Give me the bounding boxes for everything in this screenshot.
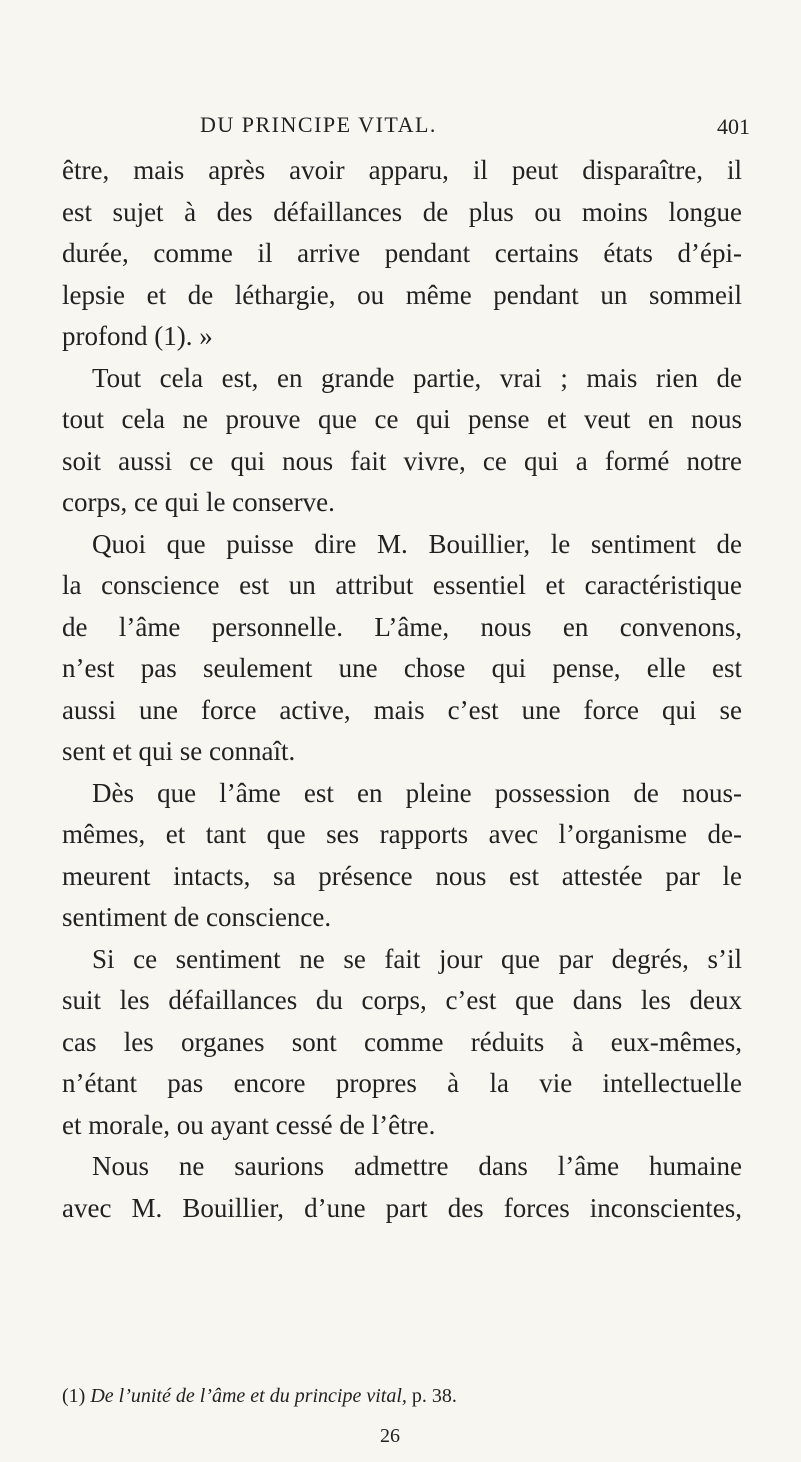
text-line: sentiment de conscience. <box>62 902 332 932</box>
footnote-title: De l’unité de l’âme et du principe vital, <box>90 1385 407 1407</box>
text-line: de l’âme personnelle. L’âme, nous en convenons, <box>62 611 742 642</box>
text-line: aussi une force active, mais c’est une force qui se <box>62 694 742 725</box>
text-line: n’est pas seulement une chose qui pense, elle est <box>62 653 742 683</box>
paragraph-first-line: Tout cela est, en grande partie, vrai ; mais rien de <box>92 362 742 393</box>
paragraph-first-line: Dès que l’âme est en pleine possession de nous- <box>92 777 742 808</box>
text-line: est sujet à des défaillances de plus ou moins longue <box>62 196 742 227</box>
footnote <box>62 1385 457 1408</box>
body-text <box>62 150 742 1229</box>
text-line: cas les organes sont comme réduits à eux-mêmes, <box>62 1026 742 1057</box>
page-number: 401 <box>717 114 750 139</box>
text-line: tout cela ne prouve que ce qui pense et veut en nous <box>62 404 742 434</box>
paragraph-first-line: Quoi que puisse dire M. Bouillier, le sentiment de <box>92 528 742 559</box>
text-line: être, mais après avoir apparu, il peut disparaître, il <box>62 155 742 185</box>
running-head: DU PRINCIPE VITAL. <box>200 112 437 137</box>
text-line: suit les défaillances du corps, c’est que dans les deux <box>62 985 742 1015</box>
text-line: avec M. Bouillier, d’une part des forces inconscientes, <box>62 1192 742 1223</box>
text-line: corps, ce qui le conserve. <box>62 487 335 517</box>
paragraph-first-line: Nous ne saurions admettre dans l’âme humaine <box>92 1151 742 1181</box>
text-line: durée, comme il arrive pendant certains états d’épi- <box>62 238 742 268</box>
footnote-marker: (1) <box>62 1385 86 1407</box>
text-line: mêmes, et tant que ses rapports avec l’organisme de- <box>62 819 742 849</box>
text-line: et morale, ou ayant cessé de l’être. <box>62 1109 436 1140</box>
text-line: n’étant pas encore propres à la vie intellectuelle <box>62 1068 742 1098</box>
text-line: la conscience est un attribut essentiel et caractéristique <box>62 570 742 600</box>
paragraph-first-line: Si ce sentiment ne se fait jour que par degrés, s’il <box>92 943 742 974</box>
printer-signature: 26 <box>380 1425 400 1447</box>
footnote-page-ref: p. 38. <box>411 1385 457 1407</box>
text-line: lepsie et de léthargie, ou même pendant un sommeil <box>62 279 742 310</box>
text-line: profond (1). » <box>62 321 213 351</box>
text-line: soit aussi ce qui nous fait vivre, ce qui a formé notre <box>62 445 742 476</box>
text-line: meurent intacts, sa présence nous est attestée par le <box>62 860 742 891</box>
text-line: sent et qui se connaît. <box>62 736 296 766</box>
